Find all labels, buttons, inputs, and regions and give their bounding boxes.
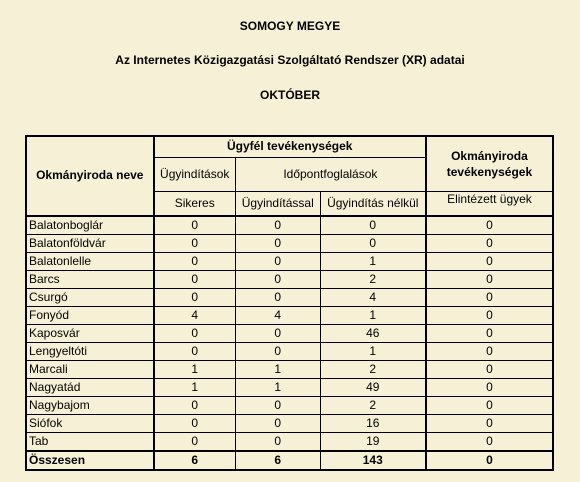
- office-name-cell: Összesen: [26, 451, 154, 470]
- handled-cases-cell: 0: [426, 306, 553, 324]
- table-row: [26, 432, 553, 451]
- successful-cell: 6: [154, 451, 236, 470]
- without-initiation-header: Ügyindítás nélkül: [320, 191, 426, 216]
- month-title: OKTÓBER: [260, 88, 320, 102]
- office-name-cell: Tab: [26, 432, 154, 451]
- with-initiation-cell: 4: [235, 306, 320, 324]
- successful-cell: 0: [154, 288, 236, 306]
- successful-header: Sikeres: [154, 191, 236, 216]
- office-name-cell: Kaposvár: [26, 324, 154, 342]
- table-row: [26, 216, 553, 235]
- with-initiation-cell: 0: [235, 234, 320, 252]
- office-name-cell: Nagyatád: [26, 378, 154, 396]
- table-row: [26, 270, 553, 288]
- without-initiation-cell: 2: [320, 270, 426, 288]
- without-initiation-cell: 19: [320, 432, 426, 451]
- with-initiation-cell: 6: [235, 451, 320, 470]
- with-initiation-cell: 0: [235, 216, 320, 235]
- without-initiation-cell: 1: [320, 252, 426, 270]
- table-row: [26, 324, 553, 342]
- successful-cell: 1: [154, 360, 236, 378]
- handled-cases-cell: 0: [426, 360, 553, 378]
- office-name-cell: Balatonboglár: [26, 216, 154, 235]
- without-initiation-cell: 1: [320, 342, 426, 360]
- office-name-cell: Balatonföldvár: [26, 234, 154, 252]
- handled-cases-cell: 0: [426, 378, 553, 396]
- with-initiation-header: Ügyindítással: [235, 191, 320, 216]
- handled-cases-cell: 0: [426, 396, 553, 414]
- with-initiation-cell: 0: [235, 252, 320, 270]
- office-activities-header: Okmányiroda tevékenységek: [426, 136, 553, 191]
- with-initiation-cell: 0: [235, 324, 320, 342]
- without-initiation-cell: 4: [320, 288, 426, 306]
- handled-cases-cell: 0: [426, 252, 553, 270]
- office-name-cell: Barcs: [26, 270, 154, 288]
- handled-cases-cell: 0: [426, 414, 553, 432]
- office-name-cell: Lengyeltóti: [26, 342, 154, 360]
- handled-cases-cell: 0: [426, 342, 553, 360]
- without-initiation-cell: 2: [320, 396, 426, 414]
- successful-cell: 0: [154, 342, 236, 360]
- statistics-table: [25, 135, 554, 471]
- without-initiation-cell: 2: [320, 360, 426, 378]
- handled-cases-cell: 0: [426, 432, 553, 451]
- table-row: [26, 414, 553, 432]
- table-row: [26, 342, 553, 360]
- without-initiation-cell: 49: [320, 378, 426, 396]
- without-initiation-cell: 46: [320, 324, 426, 342]
- successful-cell: 4: [154, 306, 236, 324]
- office-name-cell: Marcali: [26, 360, 154, 378]
- successful-cell: 0: [154, 252, 236, 270]
- table-row: [26, 396, 553, 414]
- table-row: [26, 288, 553, 306]
- without-initiation-cell: 0: [320, 234, 426, 252]
- office-name-header: Okmányiroda neve: [26, 136, 154, 216]
- successful-cell: 1: [154, 378, 236, 396]
- with-initiation-cell: 0: [235, 432, 320, 451]
- without-initiation-cell: 143: [320, 451, 426, 470]
- without-initiation-cell: 16: [320, 414, 426, 432]
- with-initiation-cell: 1: [235, 360, 320, 378]
- with-initiation-cell: 1: [235, 378, 320, 396]
- handled-cases-cell: 0: [426, 324, 553, 342]
- county-title: SOMOGY MEGYE: [239, 19, 341, 33]
- without-initiation-cell: 1: [320, 306, 426, 324]
- table-row: [26, 378, 553, 396]
- appointments-header: Időpontfoglalások: [235, 157, 426, 191]
- with-initiation-cell: 0: [235, 270, 320, 288]
- successful-cell: 0: [154, 270, 236, 288]
- office-name-cell: Balatonlelle: [26, 252, 154, 270]
- table-row: [26, 252, 553, 270]
- office-name-cell: Csurgó: [26, 288, 154, 306]
- handled-cases-header: Elintézett ügyek: [426, 191, 553, 216]
- handled-cases-cell: 0: [426, 451, 553, 470]
- with-initiation-cell: 0: [235, 342, 320, 360]
- handled-cases-cell: 0: [426, 216, 553, 235]
- case-initiations-header: Ügyindítások: [154, 157, 236, 191]
- total-row: [26, 451, 553, 470]
- successful-cell: 0: [154, 234, 236, 252]
- handled-cases-cell: 0: [426, 270, 553, 288]
- handled-cases-cell: 0: [426, 234, 553, 252]
- successful-cell: 0: [154, 324, 236, 342]
- report-subtitle: Az Internetes Közigazgatási Szolgáltató Rendszer (XR) adatai: [115, 53, 465, 67]
- without-initiation-cell: 0: [320, 216, 426, 235]
- successful-cell: 0: [154, 216, 236, 235]
- successful-cell: 0: [154, 396, 236, 414]
- successful-cell: 0: [154, 432, 236, 451]
- office-name-cell: Siófok: [26, 414, 154, 432]
- office-name-cell: Nagybajom: [26, 396, 154, 414]
- table-row: [26, 360, 553, 378]
- with-initiation-cell: 0: [235, 414, 320, 432]
- table-row: [26, 234, 553, 252]
- office-name-cell: Fonyód: [26, 306, 154, 324]
- handled-cases-cell: 0: [426, 288, 553, 306]
- with-initiation-cell: 0: [235, 288, 320, 306]
- successful-cell: 0: [154, 414, 236, 432]
- with-initiation-cell: 0: [235, 396, 320, 414]
- table-row: [26, 306, 553, 324]
- client-activities-header: Ügyfél tevékenységek: [154, 136, 426, 157]
